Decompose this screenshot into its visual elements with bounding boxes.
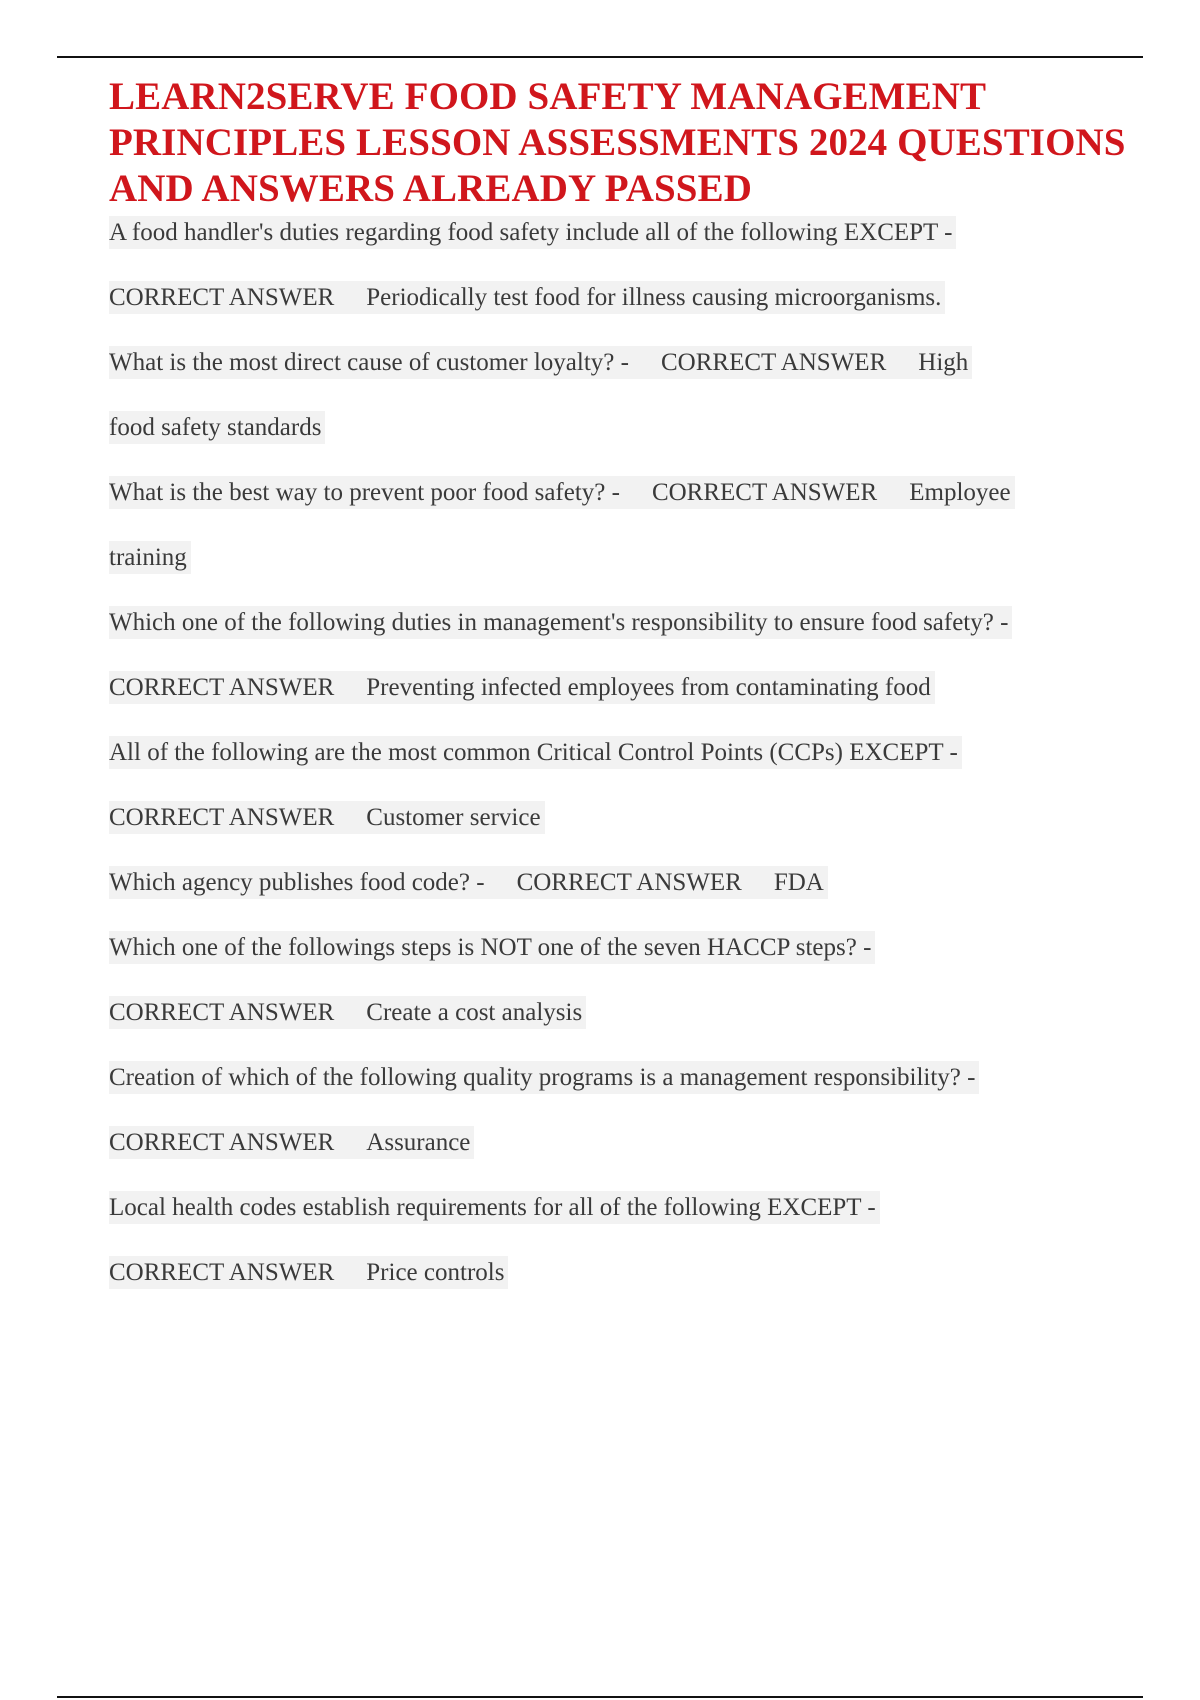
qa-item [109,850,1149,915]
answer-label: CORRECT ANSWER [109,804,335,831]
answer-text: Preventing infected employees from contaminating food [366,674,931,701]
answer-label: CORRECT ANSWER [651,479,878,506]
qa-item [109,590,1149,720]
qa-item [109,330,1149,460]
answer-label: CORRECT ANSWER [109,999,335,1026]
answer-text-part: Employee [909,479,1011,506]
question-text: Local health codes establish requirements for all of the following EXCEPT - [109,1191,880,1224]
qa-item [109,460,1149,590]
question-text: All of the following are the most common Critical Control Points (CCPs) EXCEPT - [109,736,962,769]
top-divider [57,56,1143,58]
question-text: What is the best way to prevent poor food safety? - [109,479,620,506]
answer-label: CORRECT ANSWER [516,869,742,896]
answer-text: Create a cost analysis [366,999,583,1026]
qa-list [109,200,1149,1305]
qa-item [109,1175,1149,1305]
answer-text-part: training [109,541,191,574]
answer-text-part: High [918,349,969,376]
answer-text-part: food safety standards [109,411,325,444]
qa-item [109,200,1149,330]
answer-label: CORRECT ANSWER [109,1259,335,1286]
question-text: Which one of the following duties in management's responsibility to ensure food safety? - [109,606,1012,639]
answer-label: CORRECT ANSWER [109,674,335,701]
answer-text: Customer service [366,804,541,831]
question-text: A food handler's duties regarding food safety include all of the following EXCEPT - [109,216,956,249]
question-text: Which one of the followings steps is NOT one of the seven HACCP steps? - [109,931,875,964]
answer-text: FDA [773,869,824,896]
answer-text: Periodically test food for illness causing microorganisms. [366,284,942,311]
document-title: LEARN2SERVE FOOD SAFETY MANAGEMENT PRINCIPLES LESSON ASSESSMENTS 2024 QUESTIONS AND ANSWERS ALREADY PASSED [109,75,1126,210]
question-text: Which agency publishes food code? - [109,869,485,896]
bottom-divider [57,1696,1143,1698]
qa-item [109,720,1149,850]
question-text: Creation of which of the following quality programs is a management responsibility? - [109,1061,979,1094]
answer-label: CORRECT ANSWER [109,1129,335,1156]
answer-label: CORRECT ANSWER [660,349,887,376]
question-text: What is the most direct cause of customer loyalty? - [109,349,629,376]
qa-item [109,1045,1149,1175]
answer-text: Assurance [366,1129,471,1156]
qa-item [109,915,1149,1045]
answer-label: CORRECT ANSWER [109,284,335,311]
answer-text: Price controls [366,1259,505,1286]
document-body [109,74,1149,1305]
